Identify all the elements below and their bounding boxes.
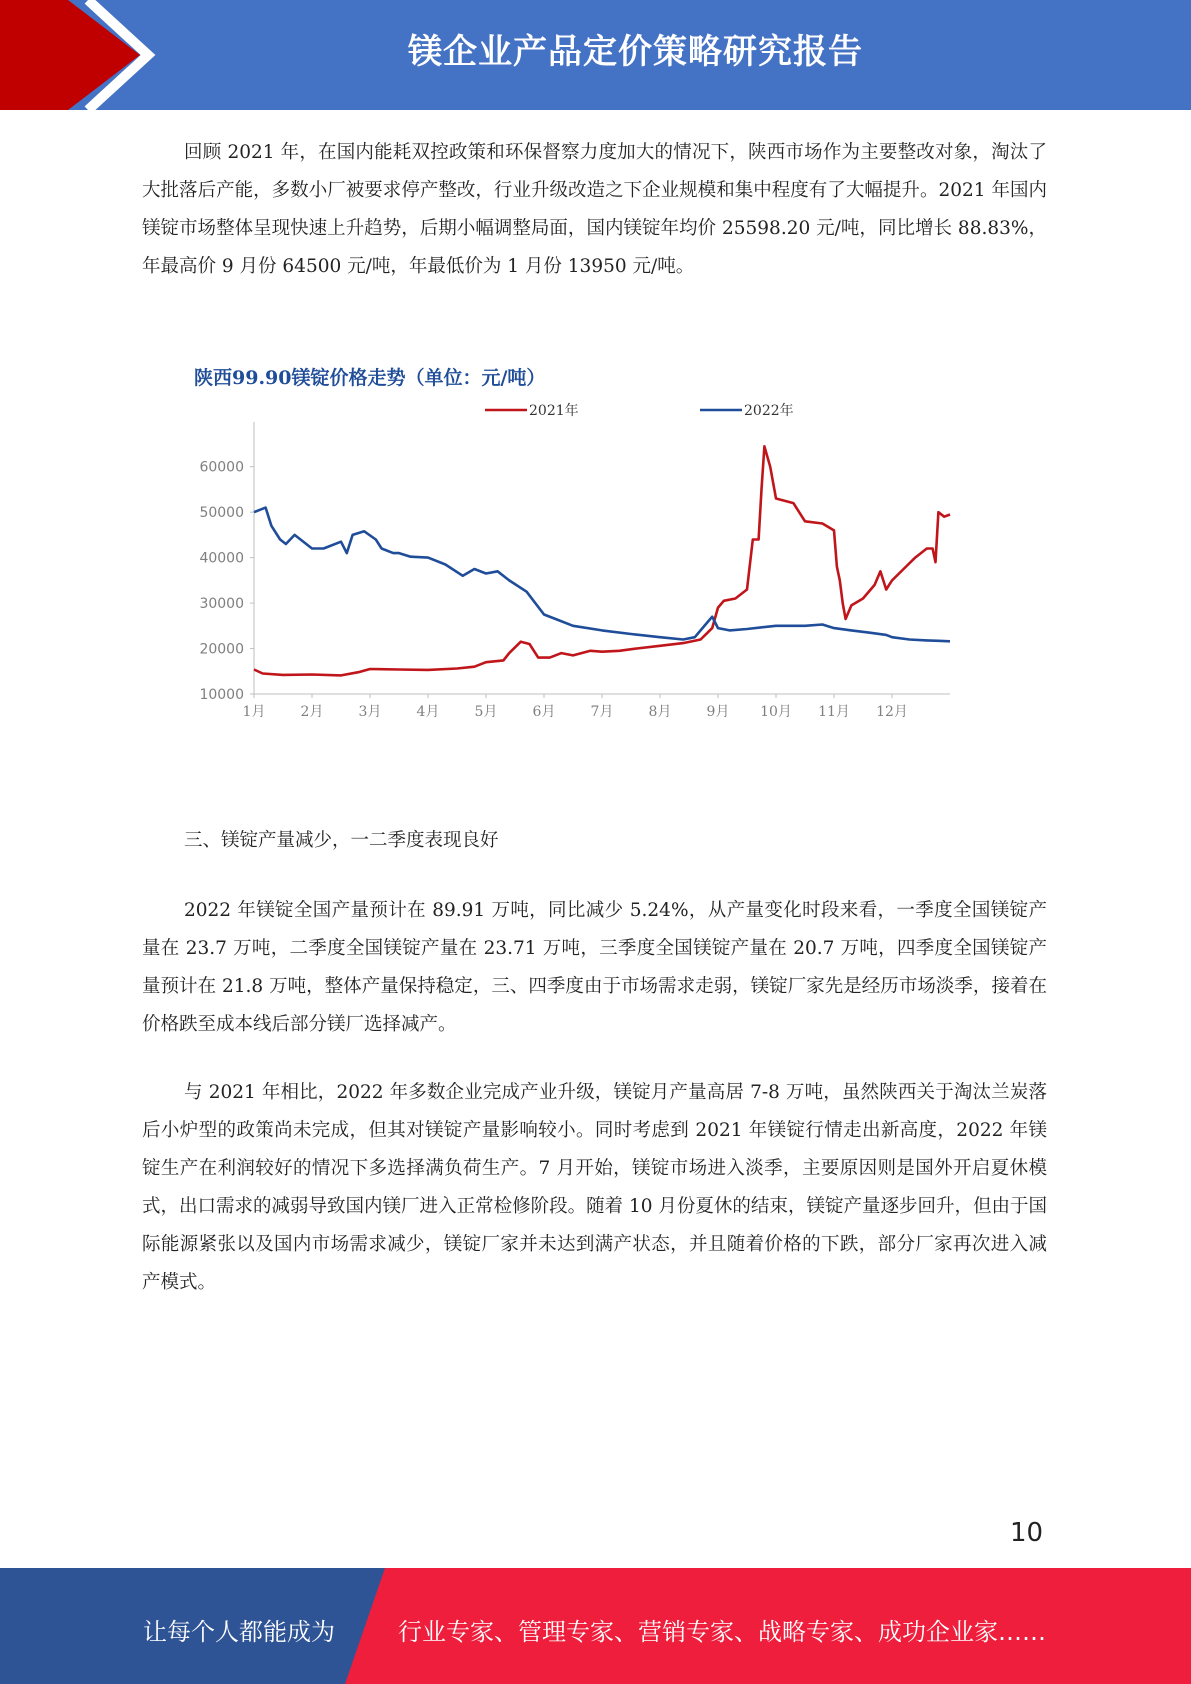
y-tick-label: 20000 [199, 641, 244, 658]
x-tick-label: 10月 [760, 704, 792, 720]
page-header [0, 0, 1191, 110]
y-tick-label: 60000 [199, 459, 244, 476]
page-number: 10 [1010, 1518, 1044, 1548]
x-tick-label: 9月 [706, 704, 730, 720]
x-tick-label: 5月 [474, 704, 498, 720]
price-trend-chart [180, 356, 970, 736]
legend-label-2: 2022年 [744, 403, 794, 419]
y-tick-label: 50000 [199, 505, 244, 522]
footer-slogan-left: 让每个人都能成为 [143, 1618, 335, 1646]
legend-label-1: 2021年 [529, 403, 579, 419]
chart-series [254, 446, 950, 675]
x-tick-label: 3月 [358, 704, 382, 720]
x-tick-label: 6月 [532, 704, 556, 720]
footer-slogan-right: 行业专家、管理专家、营销专家、战略专家、成功企业家…… [398, 1618, 1046, 1646]
x-tick-label: 1月 [242, 704, 266, 720]
series-line-1 [254, 446, 950, 675]
x-tick-label: 11月 [818, 704, 850, 720]
series-line-2 [254, 508, 950, 642]
paragraph-comparison-2021: 与 2021 年相比，2022 年多数企业完成产业升级，镁锭月产量高居 7-8 万吨，虽然陕西关于淘汰兰炭落后小炉型的政策尚未完成，但其对镁锭产量影响较小。同时考虑到 2021 年镁锭行情走出新高度，2022 年镁锭生产在利润较好的情况下多选择满负荷生产。7 月开始，镁锭市场进入淡季，主要原因则是国外开启夏休模式，出口需求的减弱导致国内镁厂进入正常检修阶段。随着 10 月份夏休的结束，镁锭产量逐步回升，但由于国际能源紧张以及国内市场需求减少，镁锭厂家并未达到满产状态，并且随着价格的下跌，部分厂家再次进入减产模式。 [142, 1082, 1047, 1293]
paragraph-production-2022: 2022 年镁锭全国产量预计在 89.91 万吨，同比减少 5.24%，从产量变化时段来看，一季度全国镁锭产量在 23.7 万吨，二季度全国镁锭产量在 23.71 万吨，三季度全国镁锭产量在 20.7 万吨，四季度全国镁锭产量预计在 21.8 万吨，整体产量保持稳定，三、四季度由于市场需求走弱，镁锭厂家先是经历市场淡季，接着在价格跌至成本线后部分镁厂选择减产。 [142, 900, 1047, 1035]
section-title-3: 三、镁锭产量减少，一二季度表现良好 [184, 830, 499, 851]
x-tick-label: 2月 [300, 704, 324, 720]
x-tick-label: 4月 [416, 704, 440, 720]
x-tick-label: 12月 [876, 704, 908, 720]
chart-legend [485, 402, 794, 419]
paragraph-review-2021: 回顾 2021 年，在国内能耗双控政策和环保督察力度加大的情况下，陕西市场作为主要整改对象，淘汰了大批落后产能，多数小厂被要求停产整改，行业升级改造之下企业规模和集中程度有了大幅提升。2021 年国内镁锭市场整体呈现快速上升趋势，后期小幅调整局面，国内镁锭年均价 25598.20 元/吨，同比增长 88.83%，年最高价 9 月份 64500 元/吨，年最低价为 1 月份 13950 元/吨。 [142, 142, 1047, 277]
chart-title: 陕西99.90镁锭价格走势（单位：元/吨） [194, 367, 546, 389]
x-tick-label: 8月 [648, 704, 672, 720]
y-tick-label: 10000 [199, 687, 244, 703]
report-title: 镁企业产品定价策略研究报告 [408, 32, 863, 72]
y-tick-label: 30000 [199, 596, 244, 613]
y-tick-label: 40000 [199, 550, 244, 567]
x-tick-label: 7月 [590, 704, 614, 720]
